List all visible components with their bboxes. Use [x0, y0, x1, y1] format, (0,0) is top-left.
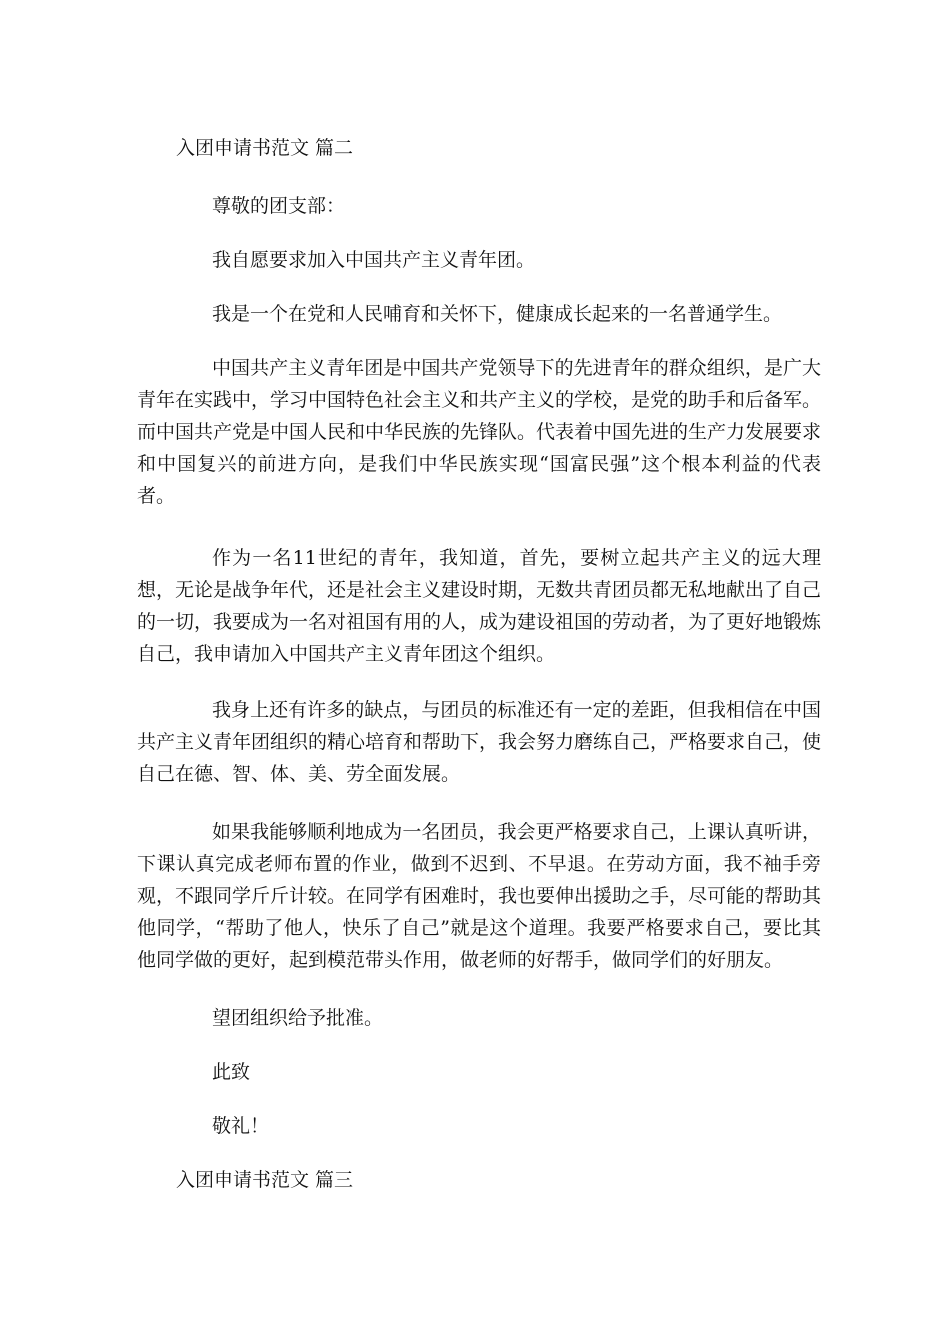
paragraph-1: 我自愿要求加入中国共产主义青年团。 — [212, 249, 536, 271]
paragraph-5: 我身上还有许多的缺点，与团员的标准还有一定的差距，但我相信在中国共产主义青年团组织的精心培育和帮助下，我会努力磨练自己，严格要求自己，使自己在德、智、体、美、劳全面发展。 — [137, 699, 822, 785]
paragraph-7: 望团组织给予批准。 — [212, 1007, 384, 1029]
closing-line-1: 此致 — [212, 1061, 251, 1083]
section-heading-3: 入团申请书范文 篇三 — [176, 1169, 354, 1191]
paragraph-4: 作为一名11世纪的青年，我知道，首先，要树立起共产主义的远大理想，无论是战争年代，还是社会主义建设时期，无数共青团员都无私地献出了自己的一切，我要成为一名对祖国有用的人，成为建设祖国的劳动者，为了更好地锻炼自己，我申请加入中国共产主义青年团这个组织。 — [137, 547, 822, 665]
section-heading-2: 入团申请书范文 篇二 — [176, 137, 354, 159]
paragraph-2: 我是一个在党和人民哺育和关怀下，健康成长起来的一名普通学生。 — [212, 303, 783, 325]
paragraph-3: 中国共产主义青年团是中国共产党领导下的先进青年的群众组织，是广大青年在实践中，学习中国特色社会主义和共产主义的学校，是党的助手和后备军。而中国共产党是中国人民和中华民族的先锋队。代表着中国先进的生产力发展要求和中国复兴的前进方向，是我们中华民族实现“国富民强”这个根本利益的代表者。 — [137, 357, 822, 507]
closing-line-2: 敬礼！ — [212, 1115, 270, 1137]
salutation: 尊敬的团支部： — [212, 195, 346, 217]
paragraph-6: 如果我能够顺利地成为一名团员，我会更严格要求自己，上课认真听讲，下课认真完成老师布置的作业，做到不迟到、不早退。在劳动方面，我不袖手旁观，不跟同学斤斤计较。在同学有困难时，我也要伸出援助之手，尽可能的帮助其他同学，“帮助了他人，快乐了自己”就是这个道理。我要严格要求自己，要比其他同学做的更好，起到模范带头作用，做老师的好帮手，做同学们的好朋友。 — [137, 821, 822, 971]
